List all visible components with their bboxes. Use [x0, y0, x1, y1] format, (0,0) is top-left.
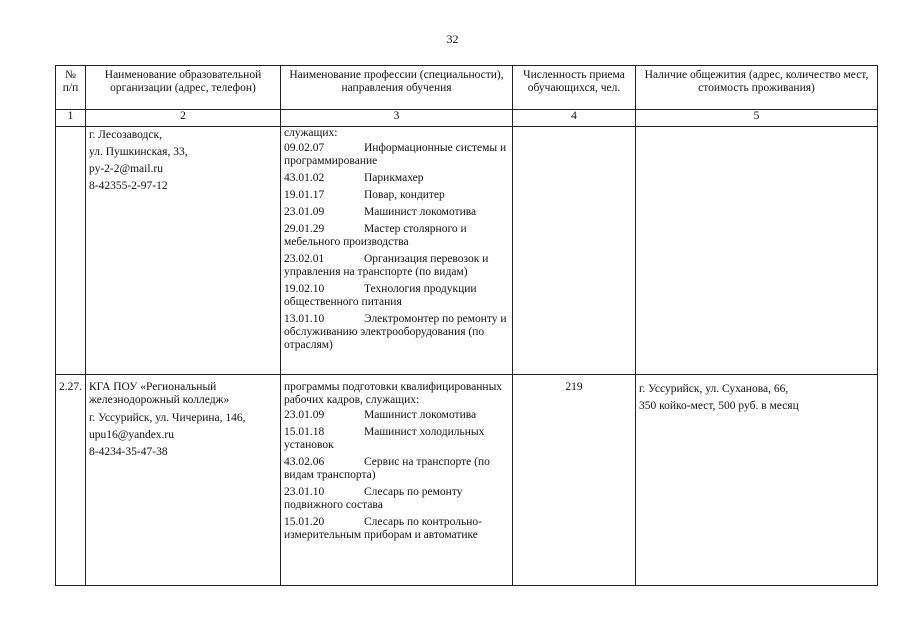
profession-name: Машинист холодильных установок — [284, 426, 485, 451]
profession-name: Организация перевозок и управления на транспорте (по видам) — [284, 253, 489, 278]
profession-code: 23.02.01 — [284, 253, 325, 265]
profession-item — [284, 253, 509, 279]
row-number — [56, 127, 86, 375]
profession-item — [284, 189, 509, 202]
profession-code: 29.01.29 — [284, 223, 325, 235]
table-header-row — [56, 66, 878, 110]
organization-cell — [86, 127, 281, 375]
row-number: 2.27. — [56, 375, 86, 586]
admission-count — [513, 127, 636, 375]
table-row — [56, 375, 878, 586]
profession-item — [284, 486, 509, 512]
org-address-line: г. Уссурийск, ул. Чичерина, 146, — [89, 412, 246, 424]
profession-name: Машинист локомотива — [364, 206, 477, 218]
header-dormitory: Наличие общежития (адрес, количество мест, стоимость проживания) — [636, 66, 878, 110]
profession-code: 43.02.06 — [284, 456, 325, 468]
profession-name: Информационные системы и программирование — [284, 142, 507, 167]
profession-item — [284, 409, 509, 422]
profession-name: Мастер столярного и мебельного производства — [284, 223, 467, 248]
column-number: 1 — [56, 110, 86, 127]
profession-code: 13.01.10 — [284, 313, 325, 325]
column-number: 5 — [636, 110, 878, 127]
profession-code: 23.01.09 — [284, 206, 325, 218]
profession-cell — [281, 375, 513, 586]
profession-name: Машинист локомотива — [364, 409, 477, 421]
profession-item — [284, 313, 509, 352]
org-address-line: ул. Пушкинская, 33, — [89, 146, 188, 158]
dormitory-cell — [636, 375, 878, 586]
org-email: ру-2-2@mail.ru — [89, 163, 163, 175]
org-email: upu16@yandex.ru — [89, 429, 175, 441]
org-address-line: г. Лесозаводск, — [89, 129, 162, 141]
profession-item — [284, 516, 509, 542]
table-row — [56, 127, 878, 375]
profession-code: 23.01.09 — [284, 409, 325, 421]
profession-code: 19.01.17 — [284, 189, 325, 201]
profession-item — [284, 172, 509, 185]
column-number: 3 — [281, 110, 513, 127]
dormitory-address: г. Уссурийск, ул. Суханова, 66, — [639, 383, 789, 395]
header-number: № п/п — [56, 66, 86, 110]
profession-name: Технология продукции общественного питания — [284, 283, 477, 308]
profession-code: 23.01.10 — [284, 486, 325, 498]
profession-name: Слесарь по ремонту подвижного состава — [284, 486, 463, 511]
dormitory-capacity-cost: 350 койко-мест, 500 руб. в месяц — [639, 400, 799, 412]
profession-cell — [281, 127, 513, 375]
profession-name: Сервис на транспорте (по видам транспорта) — [284, 456, 490, 481]
profession-code: 15.01.20 — [284, 516, 325, 528]
profession-item — [284, 283, 509, 309]
profession-code: 09.02.07 — [284, 142, 325, 154]
profession-name: Слесарь по контрольно-измерительным приборам и автоматике — [284, 516, 482, 541]
profession-item — [284, 223, 509, 249]
org-name: КГА ПОУ «Региональный железнодорожный колледж» — [89, 381, 230, 406]
profession-name: Электромонтер по ремонту и обслуживанию электрооборудования (по отраслям) — [284, 313, 507, 351]
profession-item — [284, 426, 509, 452]
profession-item — [284, 142, 509, 168]
column-number: 2 — [86, 110, 281, 127]
profession-code: 19.02.10 — [284, 283, 325, 295]
org-phone: 8-42355-2-97-12 — [89, 180, 168, 192]
header-profession: Наименование профессии (специальности), направления обучения — [281, 66, 513, 110]
header-admission-count: Численность приема обучающихся, чел. — [513, 66, 636, 110]
admission-count: 219 — [513, 375, 636, 586]
profession-code: 43.01.02 — [284, 172, 325, 184]
profession-intro: программы подготовки квалифицированных рабочих кадров, служащих: — [284, 381, 503, 406]
profession-item — [284, 206, 509, 219]
page-number: 32 — [446, 32, 459, 46]
org-phone: 8-4234-35-47-38 — [89, 446, 168, 458]
profession-name: Парикмахер — [364, 172, 424, 184]
dormitory-cell — [636, 127, 878, 375]
organization-cell — [86, 375, 281, 586]
profession-item — [284, 456, 509, 482]
profession-code: 15.01.18 — [284, 426, 325, 438]
column-number-row — [56, 110, 878, 127]
column-number: 4 — [513, 110, 636, 127]
header-organization: Наименование образовательной организации (адрес, телефон) — [86, 66, 281, 110]
profession-name: Повар, кондитер — [364, 189, 445, 201]
profession-intro: служащих: — [284, 127, 338, 139]
institutions-table — [55, 65, 878, 586]
